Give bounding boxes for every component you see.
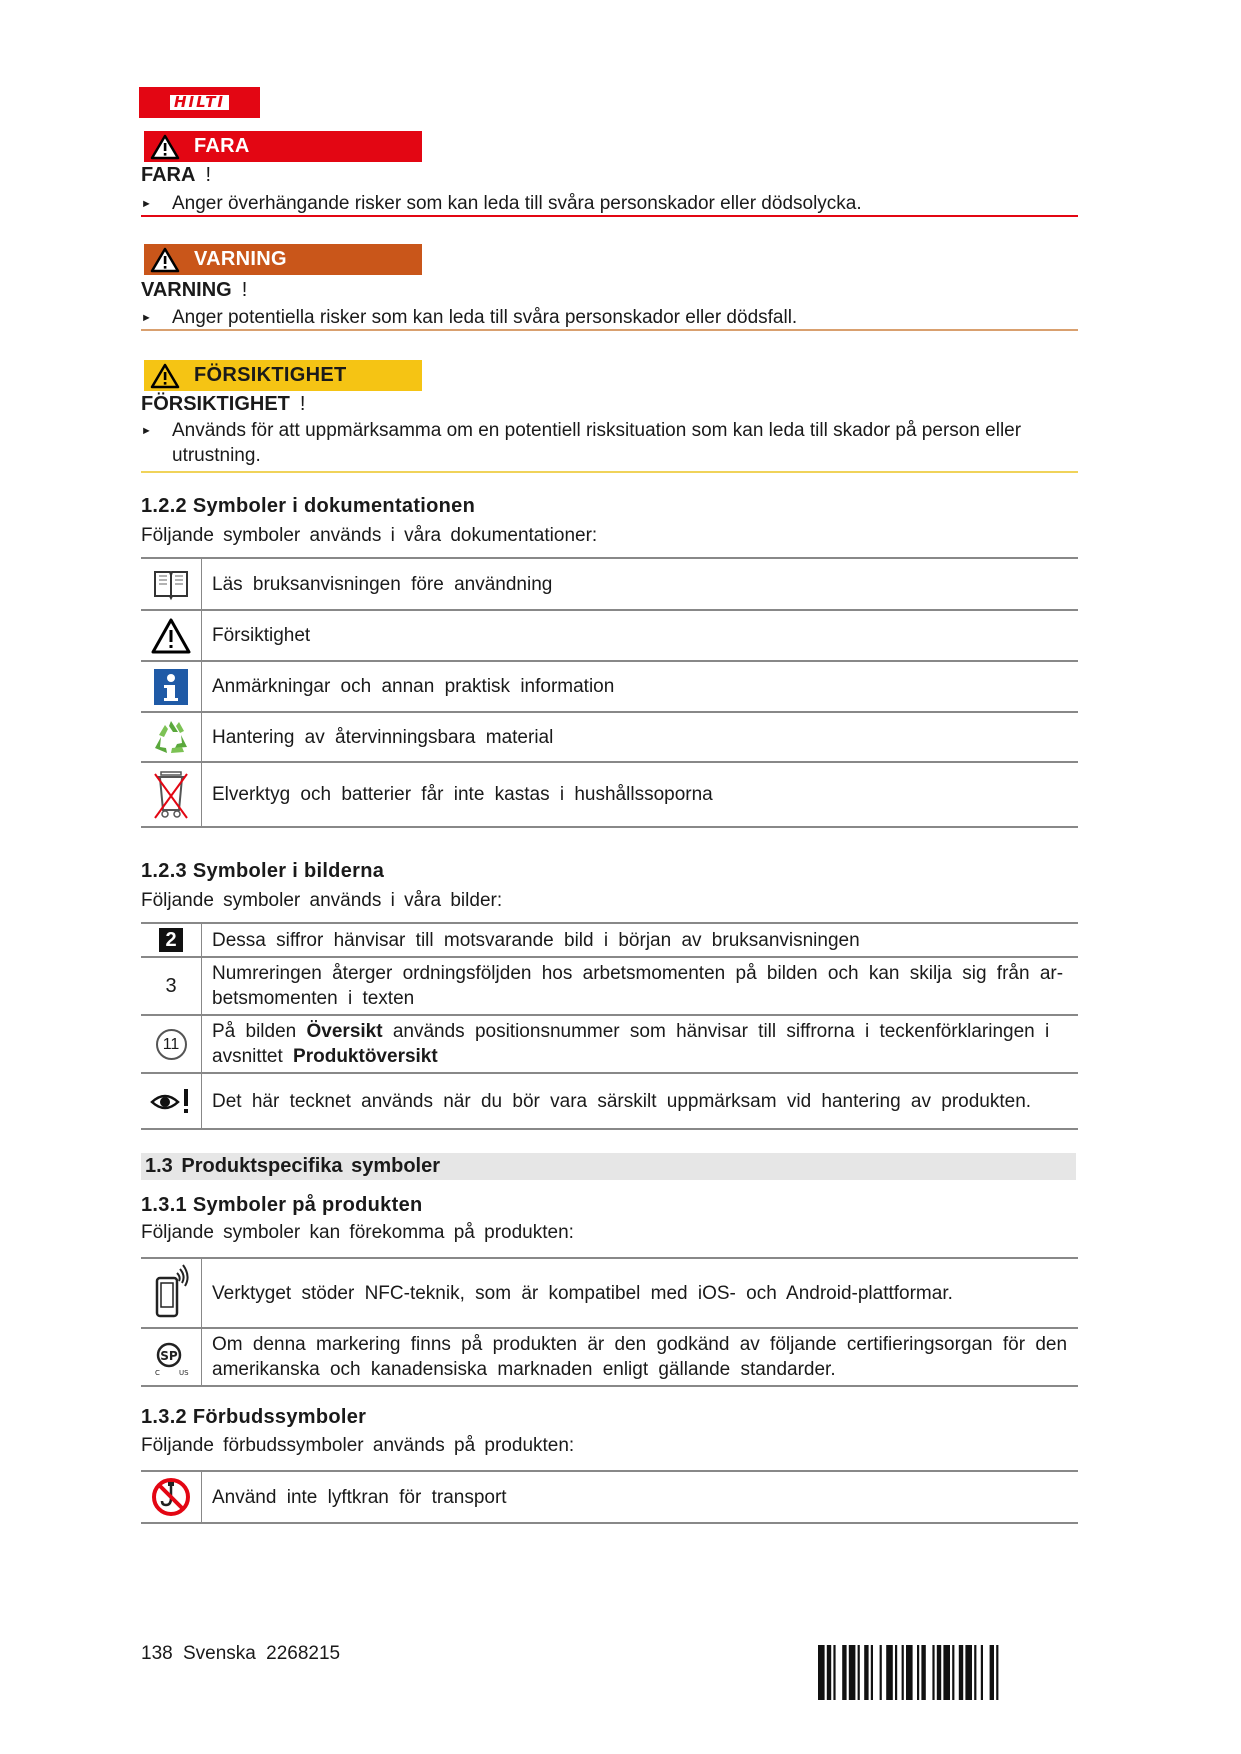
list-item: Försiktighet [202, 610, 1079, 661]
documentation-symbols-table [141, 557, 1078, 828]
warning-triangle-icon [150, 363, 180, 389]
danger-banner [144, 131, 422, 162]
barcode [818, 1645, 1078, 1700]
prohibition-symbols-table [141, 1470, 1078, 1524]
list-item: Verktyget stöder NFC-teknik, som är kompatibel med iOS- och Android-plattformar. [202, 1258, 1079, 1328]
barcode-bar [818, 1645, 825, 1700]
section-heading-1-3: 1.3 Produktspecifika symboler [141, 1153, 1076, 1180]
table-row [141, 1471, 1078, 1523]
manual-book-icon [151, 567, 191, 601]
section-intro-1-2-3: Följande symboler används i våra bilder: [141, 890, 503, 911]
section-intro-1-3-1: Följande symboler kan förekomma på produkten: [141, 1222, 574, 1243]
section-intro-1-3-2: Följande förbudssymboler används på produkten: [141, 1435, 575, 1456]
caution-banner-label: FÖRSIKTIGHET [194, 364, 347, 386]
list-item: Om denna markering finns på produkten är den godkänd av följande certifieringsorgan för den amerikanska och kanadensiska marknaden enligt gällande standarder. [202, 1328, 1079, 1386]
info-icon [152, 667, 190, 707]
table-row [141, 957, 1078, 1015]
table-row [141, 661, 1078, 712]
barcode-bar [827, 1645, 831, 1700]
warning-banner [144, 244, 422, 275]
list-item: Läs bruksanvisningen före användning [202, 558, 1079, 610]
svg-text:SP: SP [160, 1349, 178, 1363]
table-row [141, 1015, 1078, 1073]
list-item: Det här tecknet används när du bör vara särskilt uppmärksam vid hantering av produkten. [202, 1073, 1079, 1129]
eye-attention-icon [149, 1086, 193, 1116]
list-item: Hantering av återvinningsbara material [202, 712, 1079, 762]
nfc-phone-icon [151, 1264, 191, 1322]
barcode-bar [917, 1645, 919, 1700]
language-label: Svenska [182, 1643, 256, 1664]
warning-rule [141, 329, 1078, 331]
barcode-bar [959, 1645, 963, 1700]
barcode-bar [864, 1645, 868, 1700]
svg-text:C: C [155, 1369, 160, 1377]
list-item: Dessa siffror hänvisar till motsvarande bild i början av bruksanvisningen [202, 923, 1079, 957]
barcode-bar [902, 1645, 904, 1700]
caution-bullet: ► Används för att uppmärksamma om en potentiell risksituation som kan leda till skador på person eller utrustning. [141, 420, 1022, 466]
barcode-bar [886, 1645, 893, 1700]
barcode-bar [932, 1645, 934, 1700]
warning-triangle-icon [150, 247, 180, 273]
danger-rule [141, 215, 1078, 217]
barcode-bar [871, 1645, 873, 1700]
list-item: Elverktyg och batterier får inte kastas i hushållssoporna [202, 762, 1079, 827]
section-heading-1-3-1: 1.3.1 Symboler på produkten [141, 1194, 423, 1216]
list-item: Anmärkningar och annan praktisk information [202, 661, 1079, 712]
warning-signal-word: VARNING ! [141, 279, 248, 301]
position-number-circle: 11 [156, 1029, 187, 1060]
picture-symbols-table [141, 922, 1078, 1130]
barcode-bar [906, 1645, 913, 1700]
section-heading-1-2-2: 1.2.2 Symboler i dokumentationen [141, 495, 476, 517]
barcode-bar [943, 1645, 950, 1700]
barcode-bar [996, 1645, 998, 1700]
table-row [141, 1258, 1078, 1328]
barcode-bar [952, 1645, 954, 1700]
product-symbols-table [141, 1257, 1078, 1387]
csa-mark-icon [151, 1337, 191, 1377]
step-number: 3 [141, 957, 202, 1015]
barcode-bar [842, 1645, 846, 1700]
page-footer [141, 1643, 340, 1665]
section-heading-1-3-2: 1.3.2 Förbudssymboler [141, 1406, 367, 1428]
table-row [141, 712, 1078, 762]
list-item: Använd inte lyftkran för transport [202, 1471, 1079, 1523]
barcode-bar [937, 1645, 941, 1700]
barcode-bar [921, 1645, 925, 1700]
list-item: Numreringen återger ordningsföljden hos arbetsmomenten på bilden och kan skilja sig från ar- betsmomenten i texten [202, 957, 1079, 1015]
table-row [141, 762, 1078, 827]
caution-rule [141, 471, 1078, 473]
caution-triangle-icon [150, 617, 192, 655]
document-number: 2268215 [266, 1643, 341, 1664]
hilti-logo: HILTI [139, 87, 260, 118]
barcode-bar [895, 1645, 897, 1700]
barcode-bar [849, 1645, 856, 1700]
barcode-bar [990, 1645, 994, 1700]
recycle-icon [151, 717, 191, 757]
warning-banner-label: VARNING [194, 248, 287, 270]
table-row [141, 558, 1078, 610]
warning-bullet: ► Anger potentiella risker som kan leda till svåra personskador eller dödsfall. [141, 307, 798, 328]
table-row [141, 610, 1078, 661]
barcode-bar [965, 1645, 972, 1700]
barcode-bar [974, 1645, 976, 1700]
section-heading-1-2-3: 1.2.3 Symboler i bilderna [141, 860, 385, 882]
svg-text:US: US [179, 1369, 189, 1377]
barcode-bar [880, 1645, 882, 1700]
danger-banner-label: FARA [194, 135, 250, 157]
list-item: På bilden Översikt används positionsnummer som hänvisar till siffrorna i teckenförklaringen i avsnittet Produktöversikt [202, 1015, 1079, 1073]
section-intro-1-2-2: Följande symboler används i våra dokumentationer: [141, 525, 598, 546]
danger-bullet: ► Anger överhängande risker som kan leda till svåra personskador eller dödsolycka. [141, 193, 862, 214]
table-row [141, 1328, 1078, 1386]
danger-signal-word: FARA ! [141, 164, 212, 186]
crossed-bin-icon [152, 766, 190, 824]
table-row [141, 923, 1078, 957]
page-number: 138 [141, 1643, 173, 1664]
no-crane-hook-icon [150, 1476, 192, 1518]
caution-banner [144, 360, 422, 391]
figure-number-badge: 2 [159, 928, 183, 952]
barcode-bar [981, 1645, 983, 1700]
barcode-bar [833, 1645, 835, 1700]
barcode-bar [858, 1645, 860, 1700]
table-row [141, 1073, 1078, 1129]
caution-signal-word: FÖRSIKTIGHET ! [141, 393, 306, 415]
warning-triangle-icon [150, 134, 180, 160]
